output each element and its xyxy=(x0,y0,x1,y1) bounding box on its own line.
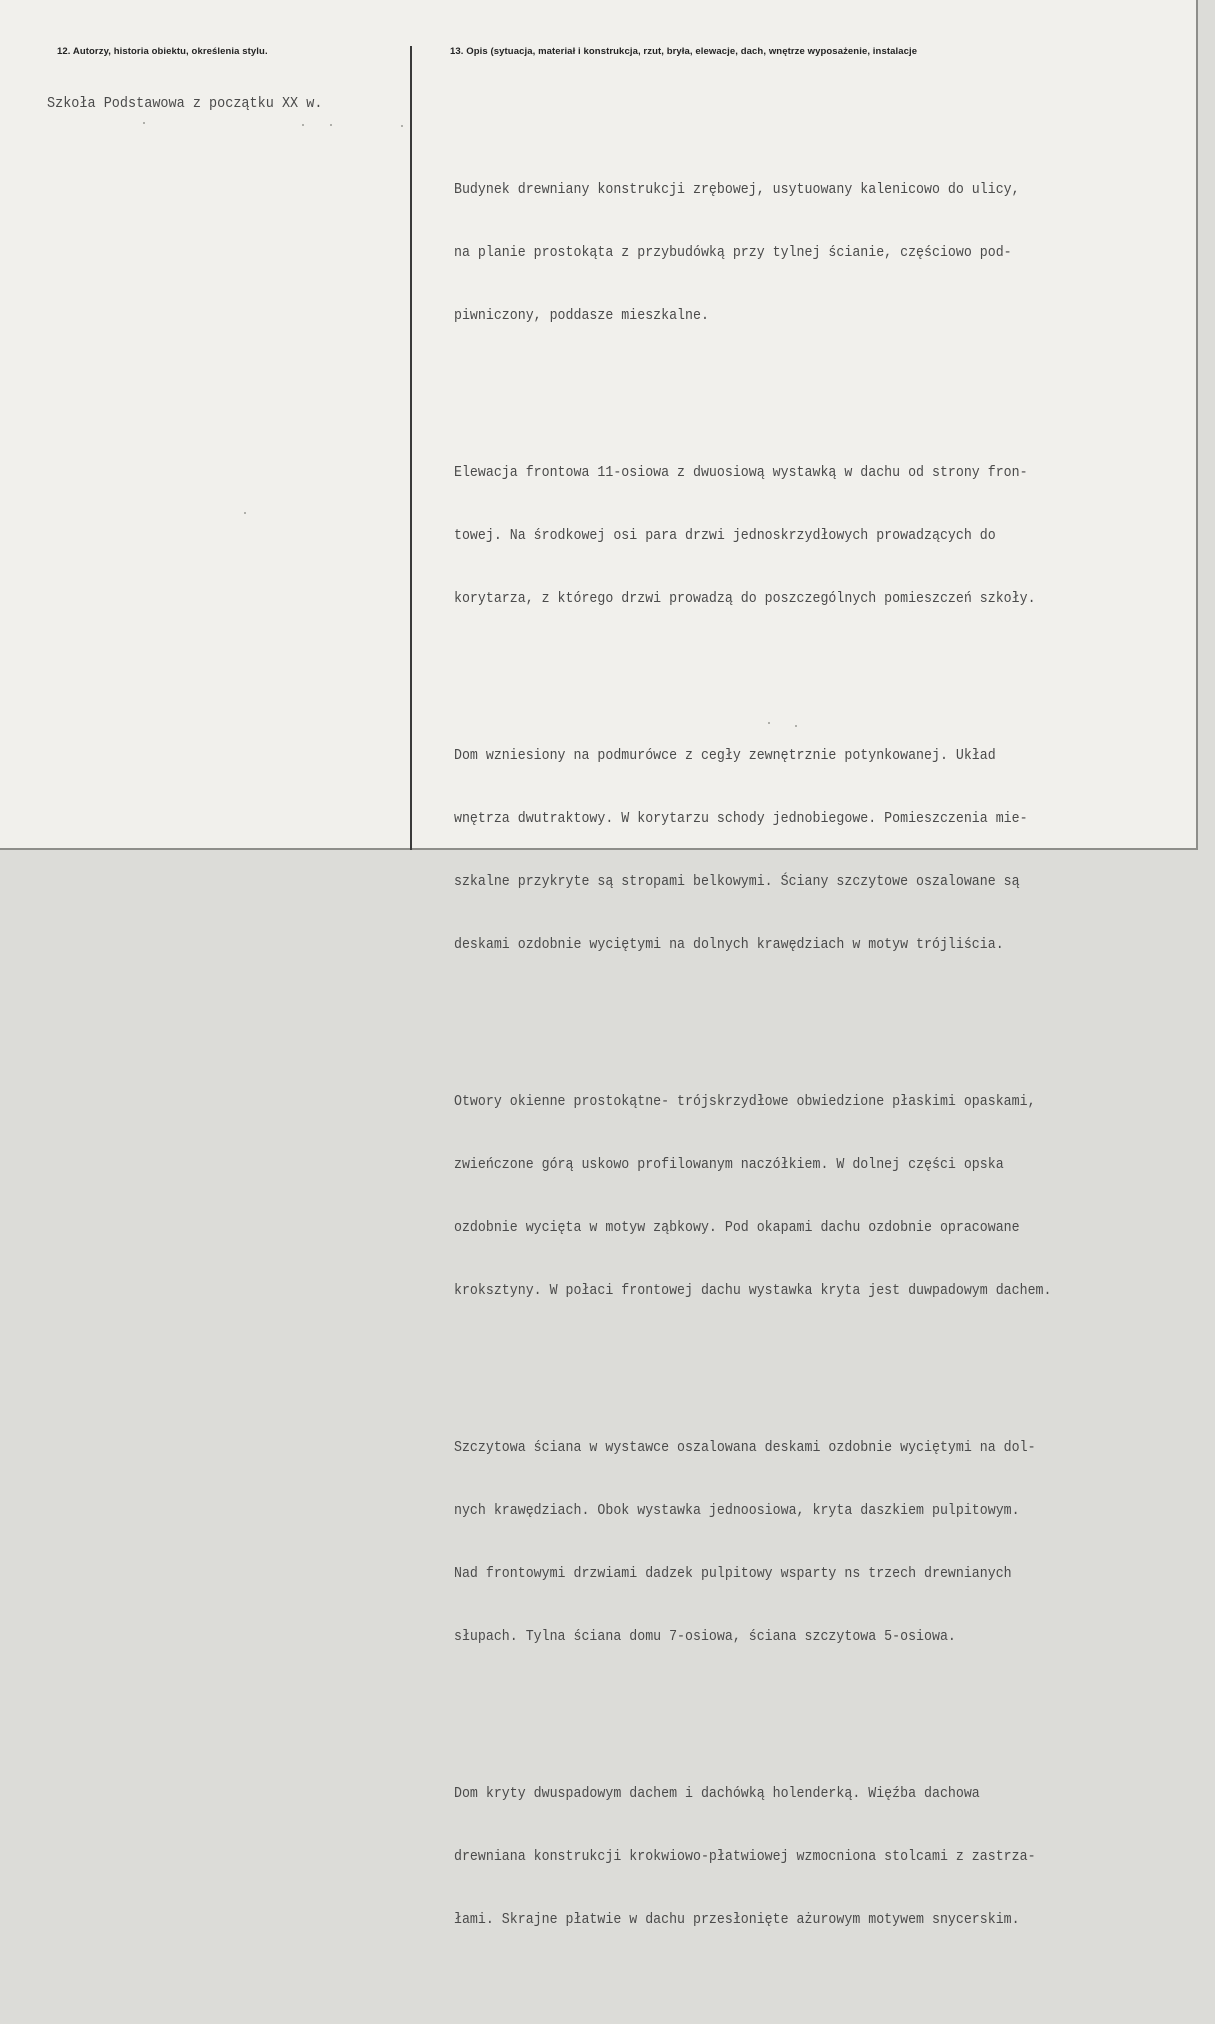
description-line: słupach. Tylna ściana domu 7-osiowa, ściana szczytowa 5-osiowa. xyxy=(454,1628,956,1645)
description-paragraph-2 xyxy=(454,420,1215,651)
description-line: Szczytowa ściana w wystawce oszalowana deskami ozdobnie wyciętymi na dol- xyxy=(454,1439,1036,1456)
paper-speck xyxy=(143,122,145,124)
description-paragraph-4 xyxy=(454,1049,1215,1343)
column-divider xyxy=(410,46,412,850)
description-line: deskami ozdobnie wyciętymi na dolnych krawędziach w motyw trójliścia. xyxy=(454,936,1004,953)
paper-speck xyxy=(330,124,332,126)
description-line: Dom wzniesiony na podmurówce z cegły zewnętrznie potynkowanej. Układ xyxy=(454,747,996,764)
description-line: Elewacja frontowa 11-osiowa z dwuosiową wystawką w dachu od strony fron- xyxy=(454,464,1028,481)
description-line: drewniana konstrukcji krokwiowo-płatwiowej wzmocniona stolcami z zastrza- xyxy=(454,1848,1036,1865)
style-history-text: Szkoła Podstawowa z początku XX w. xyxy=(47,95,323,112)
description-line: kroksztyny. W połaci frontowej dachu wystawka kryta jest duwpadowym dachem. xyxy=(454,1282,1052,1299)
description-line: zwieńczone górą uskowo profilowanym naczółkiem. W dolnej części opska xyxy=(454,1156,1004,1173)
description-line: piwniczony, poddasze mieszkalne. xyxy=(454,307,709,324)
paper-speck xyxy=(401,125,403,127)
paper-speck xyxy=(795,725,797,727)
description-line: ozdobnie wycięta w motyw ząbkowy. Pod okapami dachu ozdobnie opracowane xyxy=(454,1219,1020,1236)
object-description xyxy=(454,95,1215,2024)
description-line: towej. Na środkowej osi para drzwi jednoskrzydłowych prowadzących do xyxy=(454,527,996,544)
description-paragraph-5 xyxy=(454,1395,1215,1689)
description-line: Budynek drewniany konstrukcji zrębowej, usytuowany kalenicowo do ulicy, xyxy=(454,181,1020,198)
paper-speck xyxy=(302,124,304,126)
description-paragraph-6 xyxy=(454,1741,1215,1972)
description-paragraph-1 xyxy=(454,137,1215,368)
paper-speck xyxy=(244,512,246,514)
description-line: łami. Skrajne płatwie w dachu przesłonięte ażurowym motywem snycerskim. xyxy=(454,1911,1020,1928)
description-line: na planie prostokąta z przybudówką przy tylnej ścianie, częściowo pod- xyxy=(454,244,1012,261)
description-line: Dom kryty dwuspadowym dachem i dachówką holenderką. Więźba dachowa xyxy=(454,1785,980,1802)
description-line: szkalne przykryte są stropami belkowymi. Ściany szczytowe oszalowane są xyxy=(454,873,1020,890)
description-line: nych krawędziach. Obok wystawka jednoosiowa, kryta daszkiem pulpitowym. xyxy=(454,1502,1020,1519)
section-12-header: 12. Autorzy, historia obiektu, określenia stylu. xyxy=(57,46,268,57)
paper-speck xyxy=(768,722,770,724)
description-paragraph-3 xyxy=(454,703,1215,997)
section-13-header: 13. Opis (sytuacja, materiał i konstrukcja, rzut, bryła, elewacje, dach, wnętrze wyposażenie, instalacje xyxy=(450,46,918,57)
description-line: Nad frontowymi drzwiami dadzek pulpitowy wsparty ns trzech drewnianych xyxy=(454,1565,1012,1582)
description-line: korytarza, z którego drzwi prowadzą do poszczególnych pomieszczeń szkoły. xyxy=(454,590,1036,607)
description-line: wnętrza dwutraktowy. W korytarzu schody jednobiegowe. Pomieszczenia mie- xyxy=(454,810,1028,827)
description-line: Otwory okienne prostokątne- trójskrzydłowe obwiedzione płaskimi opaskami, xyxy=(454,1093,1036,1110)
